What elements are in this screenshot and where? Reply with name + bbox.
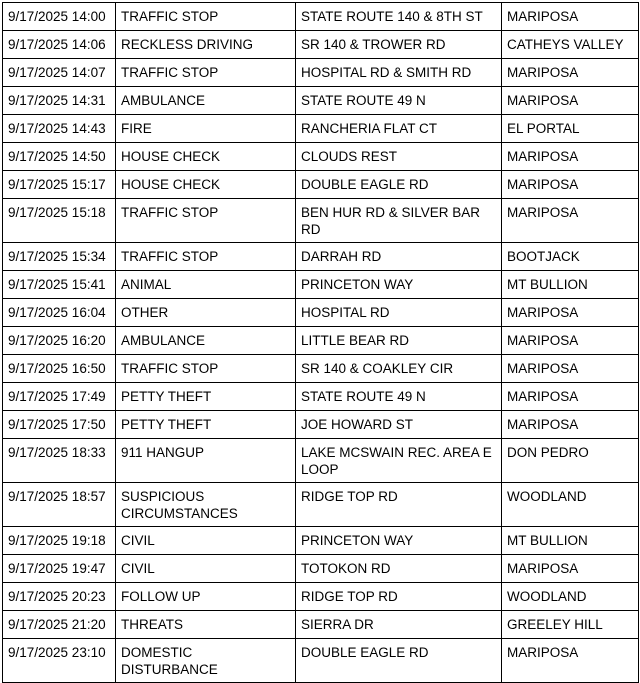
call-type-cell: OTHER	[116, 299, 296, 327]
call-time-cell: 9/17/2025 23:10	[3, 639, 116, 683]
call-type-cell: ANIMAL	[116, 271, 296, 299]
call-location-cell: SR 140 & TROWER RD	[296, 31, 502, 59]
table-row	[3, 355, 639, 383]
call-city-cell: WOODLAND	[502, 583, 639, 611]
call-location-cell: BEN HUR RD & SILVER BAR RD	[296, 199, 502, 243]
call-time-cell: 9/17/2025 17:49	[3, 383, 116, 411]
call-city-cell: MARIPOSA	[502, 299, 639, 327]
call-location-cell: RIDGE TOP RD	[296, 583, 502, 611]
call-type-cell: TRAFFIC STOP	[116, 243, 296, 271]
call-type-cell: TRAFFIC STOP	[116, 59, 296, 87]
table-row	[3, 639, 639, 683]
call-type-cell: DOMESTIC DISTURBANCE	[116, 639, 296, 683]
table-row	[3, 299, 639, 327]
call-type-cell: HOUSE CHECK	[116, 143, 296, 171]
call-time-cell: 9/17/2025 19:47	[3, 555, 116, 583]
table-row	[3, 611, 639, 639]
call-type-cell: AMBULANCE	[116, 87, 296, 115]
call-type-cell: TRAFFIC STOP	[116, 355, 296, 383]
call-city-cell: DON PEDRO	[502, 439, 639, 483]
call-time-cell: 9/17/2025 15:17	[3, 171, 116, 199]
call-location-cell: DARRAH RD	[296, 243, 502, 271]
table-row	[3, 383, 639, 411]
call-city-cell: MARIPOSA	[502, 87, 639, 115]
table-row	[3, 439, 639, 483]
call-location-cell: PRINCETON WAY	[296, 271, 502, 299]
call-time-cell: 9/17/2025 19:18	[3, 527, 116, 555]
table-row	[3, 271, 639, 299]
call-time-cell: 9/17/2025 16:50	[3, 355, 116, 383]
call-city-cell: MT BULLION	[502, 271, 639, 299]
call-location-cell: STATE ROUTE 49 N	[296, 383, 502, 411]
call-time-cell: 9/17/2025 14:06	[3, 31, 116, 59]
table-row	[3, 527, 639, 555]
call-type-cell: PETTY THEFT	[116, 383, 296, 411]
call-city-cell: BOOTJACK	[502, 243, 639, 271]
call-city-cell: GREELEY HILL	[502, 611, 639, 639]
call-type-cell: FOLLOW UP	[116, 583, 296, 611]
call-location-cell: STATE ROUTE 49 N	[296, 87, 502, 115]
call-time-cell: 9/17/2025 18:33	[3, 439, 116, 483]
table-row	[3, 483, 639, 527]
call-city-cell: EL PORTAL	[502, 115, 639, 143]
call-city-cell: WOODLAND	[502, 483, 639, 527]
call-time-cell: 9/17/2025 21:20	[3, 611, 116, 639]
table-row	[3, 31, 639, 59]
table-row	[3, 243, 639, 271]
call-type-cell: RECKLESS DRIVING	[116, 31, 296, 59]
call-city-cell: MARIPOSA	[502, 383, 639, 411]
call-type-cell: THREATS	[116, 611, 296, 639]
call-log-body	[3, 3, 639, 683]
call-time-cell: 9/17/2025 14:43	[3, 115, 116, 143]
table-row	[3, 327, 639, 355]
call-type-cell: HOUSE CHECK	[116, 171, 296, 199]
table-row	[3, 3, 639, 31]
table-row	[3, 411, 639, 439]
call-city-cell: MARIPOSA	[502, 411, 639, 439]
call-time-cell: 9/17/2025 14:00	[3, 3, 116, 31]
call-type-cell: TRAFFIC STOP	[116, 199, 296, 243]
call-log-table	[2, 2, 639, 683]
call-time-cell: 9/17/2025 20:23	[3, 583, 116, 611]
call-type-cell: SUSPICIOUS CIRCUMSTANCES	[116, 483, 296, 527]
call-location-cell: RIDGE TOP RD	[296, 483, 502, 527]
call-time-cell: 9/17/2025 15:34	[3, 243, 116, 271]
table-row	[3, 555, 639, 583]
call-location-cell: SR 140 & COAKLEY CIR	[296, 355, 502, 383]
call-location-cell: LAKE MCSWAIN REC. AREA E LOOP	[296, 439, 502, 483]
call-time-cell: 9/17/2025 14:07	[3, 59, 116, 87]
call-time-cell: 9/17/2025 16:04	[3, 299, 116, 327]
call-location-cell: HOSPITAL RD	[296, 299, 502, 327]
call-location-cell: RANCHERIA FLAT CT	[296, 115, 502, 143]
call-location-cell: CLOUDS REST	[296, 143, 502, 171]
call-type-cell: CIVIL	[116, 527, 296, 555]
call-type-cell: TRAFFIC STOP	[116, 3, 296, 31]
call-type-cell: PETTY THEFT	[116, 411, 296, 439]
call-city-cell: MARIPOSA	[502, 555, 639, 583]
table-row	[3, 199, 639, 243]
call-location-cell: LITTLE BEAR RD	[296, 327, 502, 355]
call-location-cell: DOUBLE EAGLE RD	[296, 171, 502, 199]
call-location-cell: TOTOKON RD	[296, 555, 502, 583]
call-time-cell: 9/17/2025 16:20	[3, 327, 116, 355]
call-location-cell: DOUBLE EAGLE RD	[296, 639, 502, 683]
call-city-cell: MARIPOSA	[502, 3, 639, 31]
call-city-cell: MARIPOSA	[502, 143, 639, 171]
call-type-cell: AMBULANCE	[116, 327, 296, 355]
call-city-cell: MARIPOSA	[502, 639, 639, 683]
table-row	[3, 143, 639, 171]
call-location-cell: PRINCETON WAY	[296, 527, 502, 555]
table-row	[3, 115, 639, 143]
table-row	[3, 87, 639, 115]
table-row	[3, 171, 639, 199]
table-row	[3, 59, 639, 87]
call-city-cell: MARIPOSA	[502, 171, 639, 199]
call-time-cell: 9/17/2025 15:18	[3, 199, 116, 243]
call-time-cell: 9/17/2025 14:31	[3, 87, 116, 115]
call-city-cell: MT BULLION	[502, 527, 639, 555]
call-city-cell: MARIPOSA	[502, 355, 639, 383]
call-location-cell: STATE ROUTE 140 & 8TH ST	[296, 3, 502, 31]
call-type-cell: 911 HANGUP	[116, 439, 296, 483]
call-type-cell: FIRE	[116, 115, 296, 143]
table-row	[3, 583, 639, 611]
call-city-cell: CATHEYS VALLEY	[502, 31, 639, 59]
call-location-cell: SIERRA DR	[296, 611, 502, 639]
call-location-cell: HOSPITAL RD & SMITH RD	[296, 59, 502, 87]
call-city-cell: MARIPOSA	[502, 199, 639, 243]
call-time-cell: 9/17/2025 15:41	[3, 271, 116, 299]
call-city-cell: MARIPOSA	[502, 327, 639, 355]
call-location-cell: JOE HOWARD ST	[296, 411, 502, 439]
call-type-cell: CIVIL	[116, 555, 296, 583]
call-time-cell: 9/17/2025 18:57	[3, 483, 116, 527]
call-time-cell: 9/17/2025 14:50	[3, 143, 116, 171]
call-time-cell: 9/17/2025 17:50	[3, 411, 116, 439]
call-city-cell: MARIPOSA	[502, 59, 639, 87]
